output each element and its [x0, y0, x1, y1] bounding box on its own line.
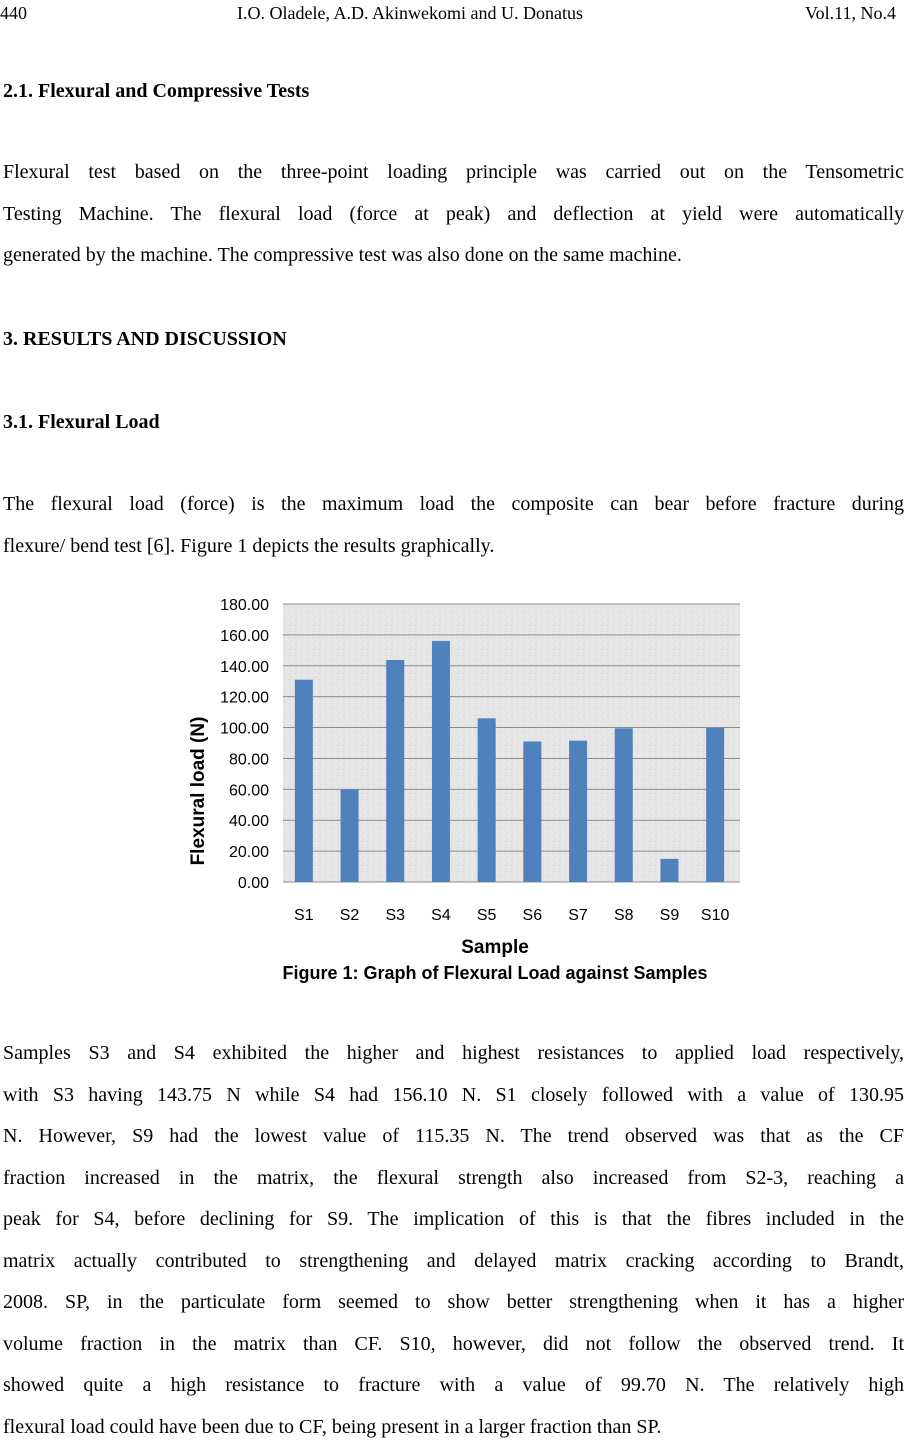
text-line: generated by the machine. The compressive test was also done on the same machine. — [3, 235, 904, 277]
bar-s6 — [523, 741, 541, 882]
x-tick-label: S4 — [431, 907, 451, 924]
x-axis-label: Sample — [461, 937, 529, 958]
x-tick-label: S6 — [523, 907, 543, 924]
y-tick-label: 0.00 — [238, 875, 269, 892]
bar-s2 — [341, 789, 359, 882]
text-line: N. However, S9 had the lowest value of 115.35 N. The trend observed was that as the CF — [3, 1116, 904, 1158]
y-tick-labels — [220, 597, 269, 892]
figure-caption: Figure 1: Graph of Flexural Load against Samples — [282, 963, 707, 983]
section-heading-3-1: 3.1. Flexural Load — [3, 410, 160, 434]
x-tick-label: S9 — [660, 907, 680, 924]
bar-s9 — [660, 859, 678, 882]
y-axis-label: Flexural load (N) — [188, 717, 209, 866]
text-line: matrix actually contributed to strengthening and delayed matrix cracking according to Brandt, — [3, 1241, 904, 1283]
bar-s10 — [706, 728, 724, 882]
text-line: showed quite a high resistance to fracture with a value of 99.70 N. The relatively high — [3, 1365, 904, 1407]
running-header-volume: Vol.11, No.4 — [805, 2, 896, 24]
x-tick-labels — [294, 907, 729, 924]
bar-s1 — [295, 680, 313, 882]
paragraph-discussion — [3, 1033, 904, 1448]
x-tick-label: S8 — [614, 907, 634, 924]
text-line: flexure/ bend test [6]. Figure 1 depicts the results graphically. — [3, 526, 904, 568]
bar-s8 — [615, 728, 633, 882]
y-tick-label: 160.00 — [220, 628, 269, 645]
text-line: Samples S3 and S4 exhibited the higher and highest resistances to applied load respectively, — [3, 1033, 904, 1075]
text-line: Testing Machine. The flexural load (force at peak) and deflection at yield were automatically — [3, 194, 904, 236]
y-tick-label: 100.00 — [220, 721, 269, 738]
x-tick-label: S1 — [294, 907, 314, 924]
y-tick-label: 60.00 — [229, 782, 269, 799]
text-line: with S3 having 143.75 N while S4 had 156.10 N. S1 closely followed with a value of 130.95 — [3, 1075, 904, 1117]
text-line: peak for S4, before declining for S9. The implication of this is that the fibres included in the — [3, 1199, 904, 1241]
bar-s5 — [478, 718, 496, 882]
x-tick-label: S2 — [340, 907, 360, 924]
y-tick-label: 20.00 — [229, 844, 269, 861]
text-line: fraction increased in the matrix, the flexural strength also increased from S2-3, reaching a — [3, 1158, 904, 1200]
y-tick-label: 80.00 — [229, 751, 269, 768]
text-line: The flexural load (force) is the maximum load the composite can bear before fracture during — [3, 484, 904, 526]
y-tick-label: 40.00 — [229, 813, 269, 830]
bar-s7 — [569, 741, 587, 882]
bar-s3 — [386, 660, 404, 882]
x-tick-label: S7 — [568, 907, 588, 924]
running-header-authors: I.O. Oladele, A.D. Akinwekomi and U. Donatus — [237, 2, 583, 24]
paragraph-flexural-test — [3, 152, 904, 277]
y-tick-label: 180.00 — [220, 597, 269, 614]
bar-s4 — [432, 641, 450, 882]
text-line: volume fraction in the matrix than CF. S10, however, did not follow the observed trend. It — [3, 1324, 904, 1366]
x-tick-label: S10 — [701, 907, 730, 924]
paragraph-flexural-load — [3, 484, 904, 567]
text-line: 2008. SP, in the particulate form seemed to show better strengthening when it has a higher — [3, 1282, 904, 1324]
section-heading-3: 3. RESULTS AND DISCUSSION — [3, 327, 287, 351]
flexural-load-bar-chart — [180, 588, 750, 988]
text-line: flexural load could have been due to CF, being present in a larger fraction than SP. — [3, 1407, 904, 1448]
x-tick-label: S3 — [385, 907, 405, 924]
y-tick-label: 140.00 — [220, 659, 269, 676]
page-number: 440 — [0, 2, 27, 24]
x-tick-label: S5 — [477, 907, 497, 924]
y-tick-label: 120.00 — [220, 690, 269, 707]
text-line: Flexural test based on the three-point loading principle was carried out on the Tensometric — [3, 152, 904, 194]
section-heading-2-1: 2.1. Flexural and Compressive Tests — [3, 79, 309, 103]
